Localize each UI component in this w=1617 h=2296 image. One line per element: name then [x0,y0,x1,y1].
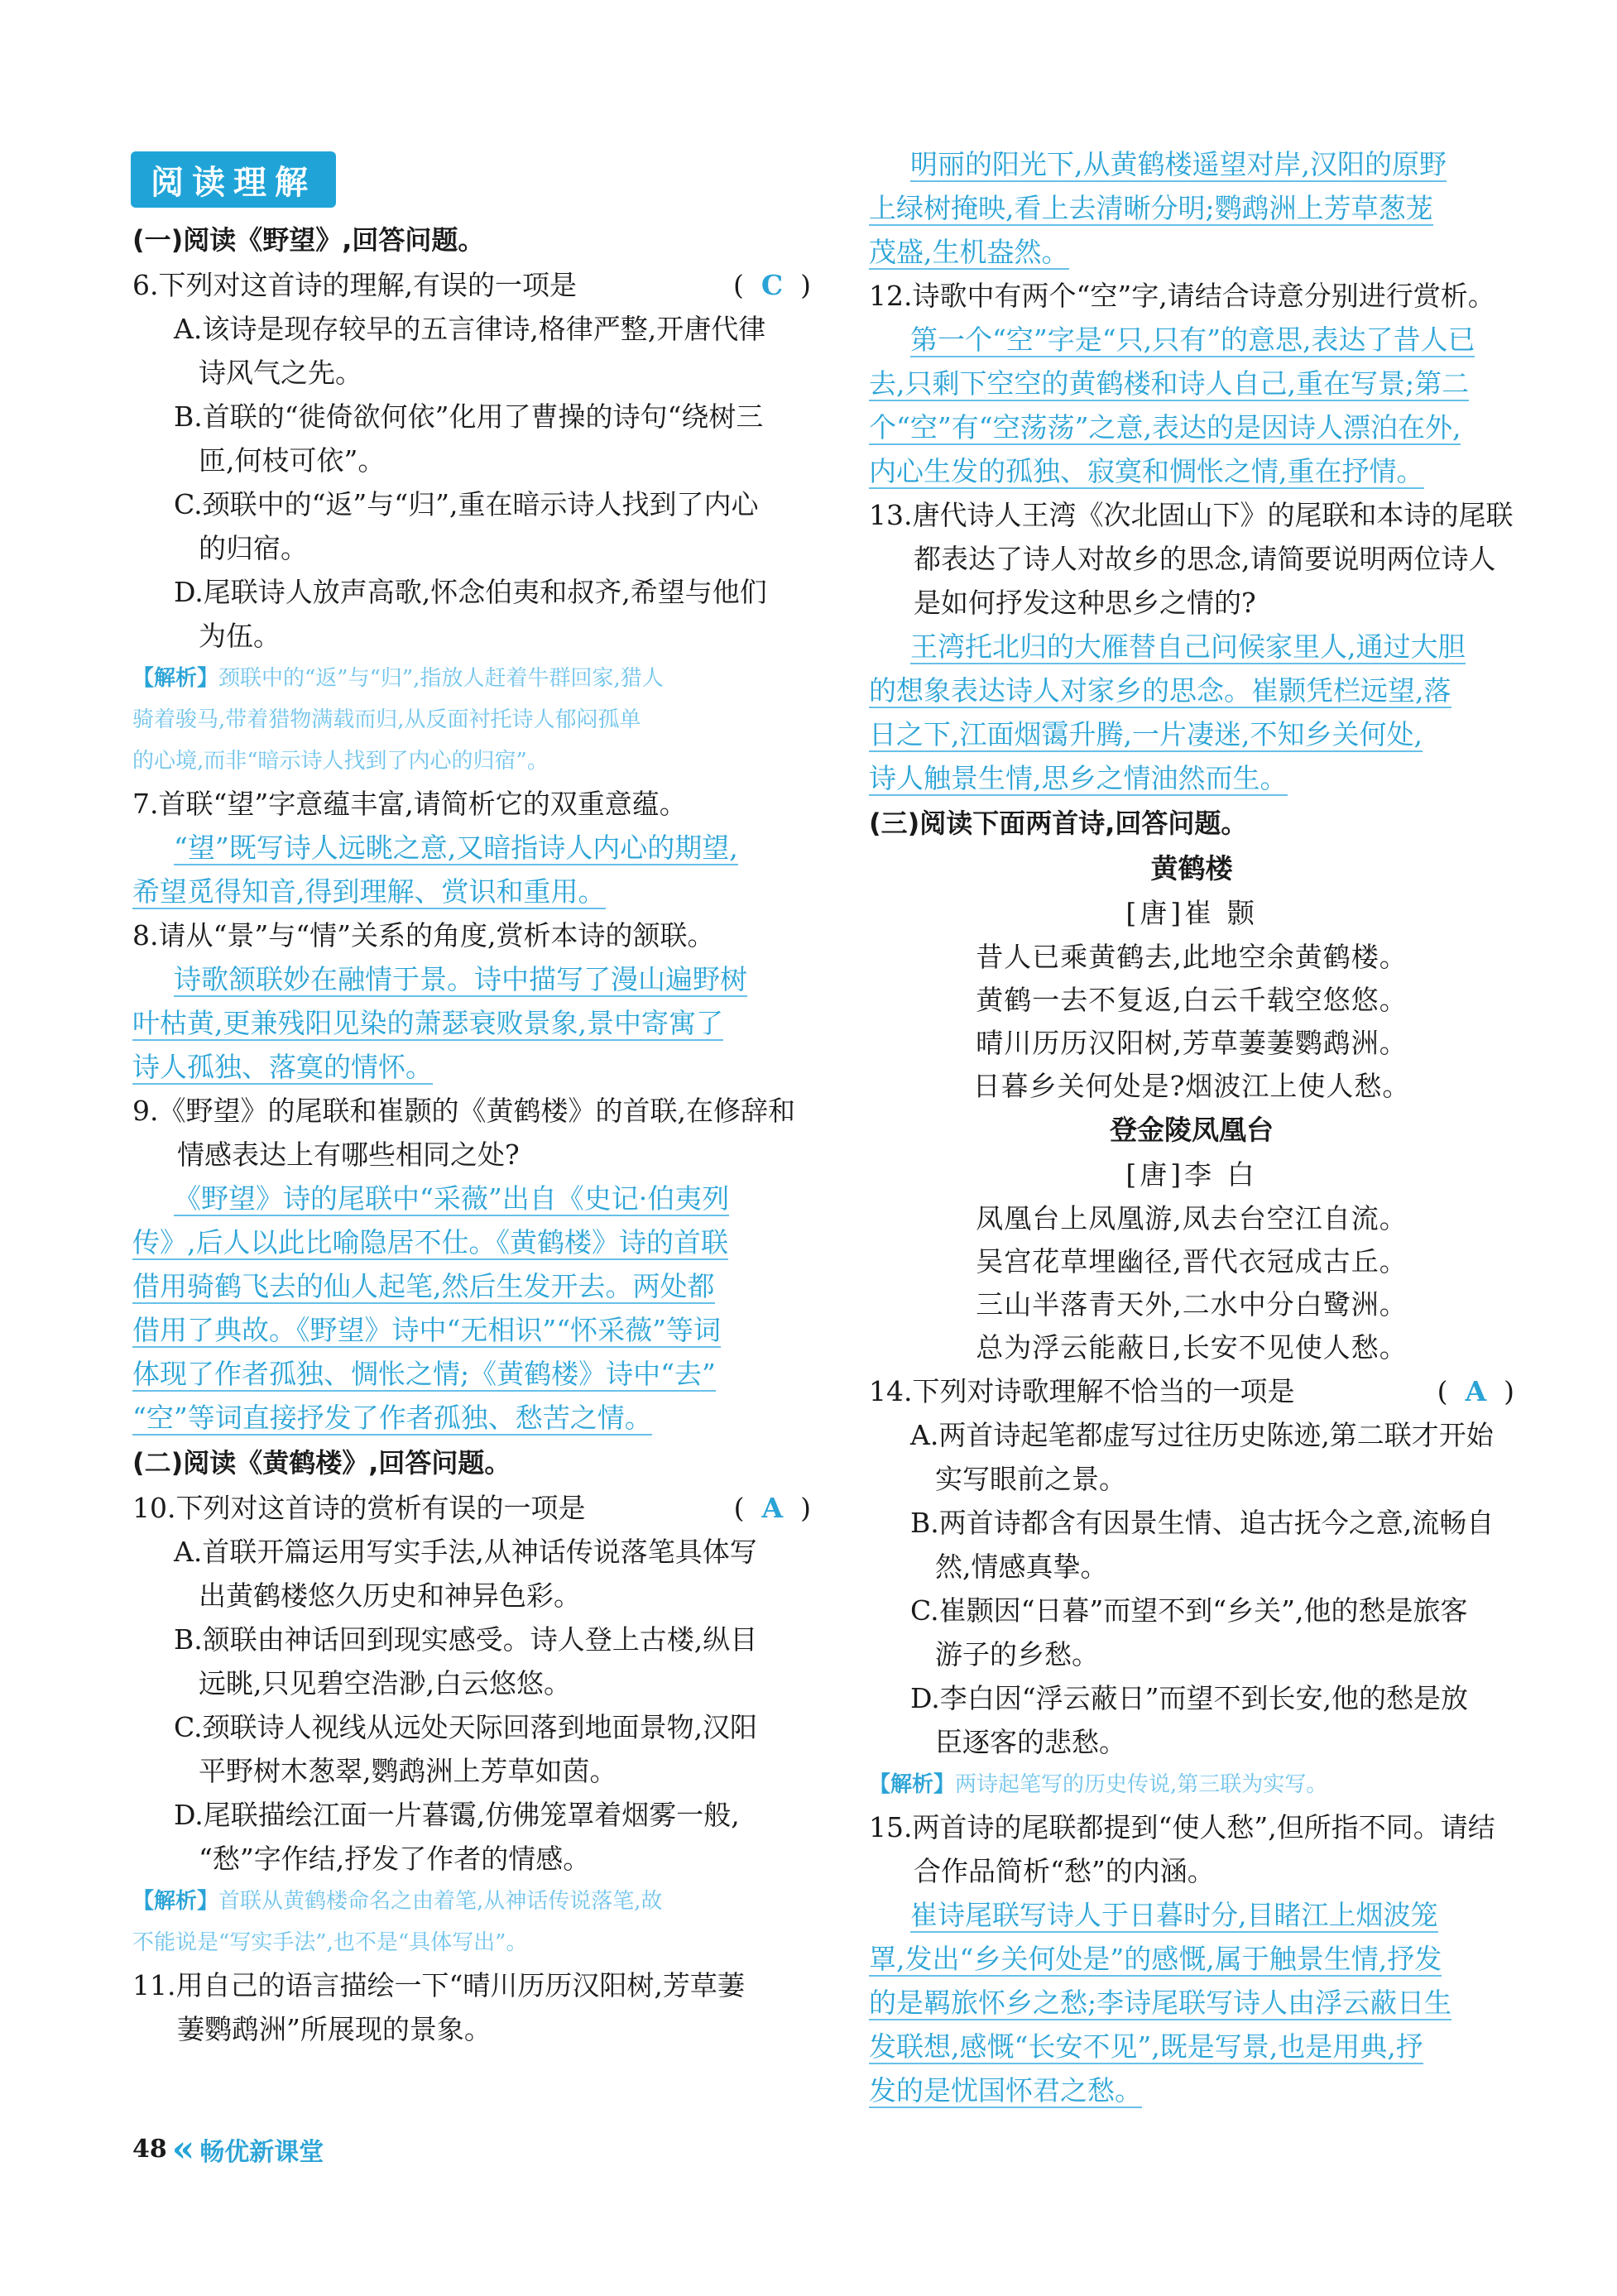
q7-answer-1: “望”既写诗人远眺之意,又暗指诗人内心的期望, [174,832,738,864]
q13-answer-1: 王湾托北归的大雁替自己问候家里人,通过大胆 [910,630,1466,663]
page-footer [132,2128,324,2170]
question-9-stem-1: 9.《野望》的尾联和崔颢的《黄鹤楼》的首联,在修辞和 [132,1095,795,1127]
poem-2-line-3: 三山半落青天外,二水中分白鹭洲。 [976,1288,1408,1321]
section-1-title: (一)阅读《野望》,回答问题。 [132,224,485,256]
q14-option-b: B.两首诗都含有因景生情、追古抚今之意,流畅自 [910,1507,1495,1539]
q9-answer-6: “空”等词直接抒发了作者孤独、愁苦之情。 [132,1402,652,1434]
q10-analysis-2: 不能说是“写实手法”,也不是“具体写出”。 [132,1930,528,1955]
q13-answer-4: 诗人触景生情,思乡之情油然而生。 [869,762,1288,794]
q8-answer-1: 诗歌颔联妙在融情于景。诗中描写了漫山遍野树 [174,963,747,995]
q10-option-a: A.首联开篇运用写实手法,从神话传说落笔具体写 [174,1536,757,1568]
section-header-title: 阅读理解 [151,163,316,202]
question-6 [132,263,811,307]
q6-option-c-cont: 的归宿。 [199,532,308,564]
poem-1-title: 黄鹤楼 [1150,852,1233,884]
section-2-title: (二)阅读《黄鹤楼》,回答问题。 [132,1447,511,1479]
q6-option-a: A.该诗是现存较早的五言律诗,格律严整,开唐代律 [174,313,766,345]
q14-option-c-cont: 游子的乡愁。 [935,1638,1099,1670]
q9-answer-4: 借用了典故。《野望》诗中“无相识”“怀采薇”等词 [132,1314,721,1346]
poem-2-line-4: 总为浮云能蔽日,长安不见使人愁。 [976,1331,1408,1364]
q14-option-d-cont: 臣逐客的悲愁。 [935,1726,1126,1758]
poem-2-line-2: 吴宫花草埋幽径,晋代衣冠成古丘。 [976,1245,1408,1277]
question-10-answer-box: ( A ) [733,1492,811,1524]
double-chevron-left-icon: « [171,2128,195,2170]
q6-option-b-cont: 匝,何枝可依”。 [199,444,386,477]
question-13-stem-2: 都表达了诗人对故乡的思念,请简要说明两位诗人 [914,543,1496,575]
poem-1-line-3: 晴川历历汉阳树,芳草萋萋鹦鹉洲。 [976,1027,1408,1059]
question-13-stem-3: 是如何抒发这种思乡之情的? [914,587,1256,619]
question-10-answer: A [761,1492,784,1524]
q6-option-a-cont: 诗风气之先。 [199,357,362,389]
question-7-stem: 7.首联“望”字意蕴丰富,请简析它的双重意蕴。 [132,788,687,820]
question-6-answer: C [761,269,784,301]
q6-option-d-cont: 为伍。 [199,620,281,652]
q6-option-c: C.颈联中的“返”与“归”,重在暗示诗人找到了内心 [174,488,759,520]
q9-answer-2: 传》,后人以此比喻隐居不仕。《黄鹤楼》诗的首联 [132,1226,728,1258]
q10-option-c-cont: 平野树木葱翠,鹦鹉洲上芳草如茵。 [199,1755,617,1787]
question-14 [869,1369,1514,1413]
question-14-answer: A [1465,1375,1487,1407]
q12-answer-2: 去,只剩下空空的黄鹤楼和诗人自己,重在写景;第二 [869,367,1470,400]
question-10-stem: 10.下列对这首诗的赏析有误的一项是 [132,1492,586,1524]
q15-answer-1: 崔诗尾联写诗人于日暮时分,目睹江上烟波笼 [910,1899,1438,1931]
q15-answer-5: 发的是忧国怀君之愁。 [869,2074,1142,2107]
q12-answer-3: 个“空”有“空荡荡”之意,表达的是因诗人漂泊在外, [869,411,1461,443]
q9-answer-5: 体现了作者孤独、惆怅之情;《黄鹤楼》诗中“去” [132,1358,716,1390]
question-14-stem: 14.下列对诗歌理解不恰当的一项是 [869,1375,1295,1407]
question-8-stem: 8.请从“景”与“情”关系的角度,赏析本诗的颔联。 [132,919,715,951]
question-9-stem-2: 情感表达上有哪些相同之处? [177,1138,520,1171]
q14-option-b-cont: 然,情感真挚。 [935,1551,1108,1583]
q15-answer-4: 发联想,感慨“长安不见”,既是写景,也是用典,抒 [869,2030,1423,2063]
left-column [132,217,811,2051]
q10-option-b-cont: 远眺,只见碧空浩渺,白云悠悠。 [199,1667,571,1699]
question-14-answer-box: ( A ) [1437,1375,1514,1407]
q10-option-c: C.颈联诗人视线从远处天际回落到地面景物,汉阳 [174,1711,758,1743]
analysis-tag: 【解析】 [132,1889,219,1914]
q12-answer-1: 第一个“空”字是“只,只有”的意思,表达了昔人已 [910,324,1475,356]
q10-option-d-cont: “愁”字作结,抒发了作者的情感。 [199,1843,591,1875]
q14-option-d: D.李白因“浮云蔽日”而望不到长安,他的愁是放 [910,1682,1469,1714]
analysis-tag: 【解析】 [132,666,219,691]
q8-answer-3: 诗人孤独、落寞的情怀。 [132,1051,433,1083]
q10-option-b: B.颔联由神话回到现实感受。诗人登上古楼,纵目 [174,1623,758,1656]
poem-2-title: 登金陵凤凰台 [1110,1114,1274,1146]
question-13-stem-1: 13.唐代诗人王湾《次北固山下》的尾联和本诗的尾联 [869,499,1514,531]
question-6-stem: 6.下列对这首诗的理解,有误的一项是 [132,269,577,301]
q10-analysis-1 [132,1881,811,1922]
q11-answer-1: 明丽的阳光下,从黄鹤楼遥望对岸,汉阳的原野 [910,148,1447,180]
analysis-tag: 【解析】 [869,1772,956,1797]
question-11-stem-1: 11.用自己的语言描绘一下“晴川历历汉阳树,芳草萋 [132,1969,745,2001]
q13-answer-2: 的想象表达诗人对家乡的思念。崔颢凭栏远望,落 [869,674,1451,707]
q6-option-d: D.尾联诗人放声高歌,怀念伯夷和叔齐,希望与他们 [174,576,767,608]
q11-answer-3: 茂盛,生机盎然。 [869,236,1069,268]
question-12-stem: 12.诗歌中有两个“空”字,请结合诗意分别进行赏析。 [869,280,1495,312]
q6-analysis-3: 的心境,而非“暗示诗人找到了内心的归宿”。 [132,749,549,774]
q10-analysis-text-1: 首联从黄鹤楼命名之由着笔,从神话传说落笔,故 [218,1889,663,1914]
q15-answer-2: 罩,发出“乡关何处是”的感慨,属于触景生情,抒发 [869,1943,1442,1975]
q10-option-d: D.尾联描绘江面一片暮霭,仿佛笼罩着烟雾一般, [174,1799,740,1831]
q12-answer-4: 内心生发的孤独、寂寞和惆怅之情,重在抒情。 [869,455,1424,487]
q6-analysis-text-1: 颈联中的“返”与“归”,指放人赶着牛群回家,猎人 [218,666,664,691]
q14-option-a: A.两首诗起笔都虚写过往历史陈迹,第二联才开始 [910,1419,1494,1451]
q14-option-a-cont: 实写眼前之景。 [935,1463,1126,1495]
poem-1-line-2: 黄鹤一去不复返,白云千载空悠悠。 [976,984,1408,1016]
q14-option-c: C.崔颢因“日暮”而望不到“乡关”,他的愁是旅客 [910,1594,1468,1627]
q8-answer-2: 叶枯黄,更兼残阳见染的萧瑟衰败景象,景中寄寓了 [132,1007,723,1039]
q14-analysis-1 [869,1764,1514,1805]
q9-answer-1: 《野望》诗的尾联中“采薇”出自《史记·伯夷列 [174,1182,730,1215]
question-6-answer-box: ( C ) [733,269,811,301]
brand-name: 畅优新课堂 [199,2137,324,2167]
question-11-stem-2: 萋鹦鹉洲”所展现的景象。 [177,2013,492,2045]
q9-answer-3: 借用骑鹤飞去的仙人起笔,然后生发开去。两处都 [132,1270,715,1302]
q15-answer-3: 的是羁旅怀乡之愁;李诗尾联写诗人由浮云蔽日生 [869,1987,1452,2019]
right-column [869,142,1514,2112]
poem-2-author: [唐]李 白 [1125,1158,1258,1191]
q7-answer-2: 希望觅得知音,得到理解、赏识和重用。 [132,875,606,908]
page-number: 48 [132,2135,167,2164]
poem-1-line-1: 昔人已乘黄鹤去,此地空余黄鹤楼。 [976,941,1408,973]
q6-analysis-2: 骑着骏马,带着猎物满载而归,从反面衬托诗人郁闷孤单 [132,707,641,732]
question-10 [132,1486,811,1530]
section-3-title: (三)阅读下面两首诗,回答问题。 [869,808,1248,839]
poem-1-author: [唐]崔 颢 [1125,897,1258,929]
question-15-stem-2: 合作品简析“愁”的内涵。 [914,1855,1215,1887]
q14-analysis-text-1: 两诗起笔写的历史传说,第三联为实写。 [955,1772,1328,1797]
q6-option-b: B.首联的“徙倚欲何依”化用了曹操的诗句“绕树三 [174,400,764,433]
q6-analysis-1 [132,658,811,699]
question-15-stem-1: 15.两首诗的尾联都提到“使人愁”,但所指不同。请结 [869,1811,1495,1843]
q10-option-a-cont: 出黄鹤楼悠久历史和神异色彩。 [199,1579,581,1612]
poem-1-line-4: 日暮乡关何处是?烟波江上使人愁。 [972,1070,1411,1102]
q11-answer-2: 上绿树掩映,看上去清晰分明;鹦鹉洲上芳草葱茏 [869,192,1433,224]
poem-2-line-1: 凤凰台上凤凰游,凤去台空江自流。 [976,1202,1408,1234]
section-header-badge [131,151,336,208]
q13-answer-3: 日之下,江面烟霭升腾,一片凄迷,不知乡关何处, [869,718,1423,750]
